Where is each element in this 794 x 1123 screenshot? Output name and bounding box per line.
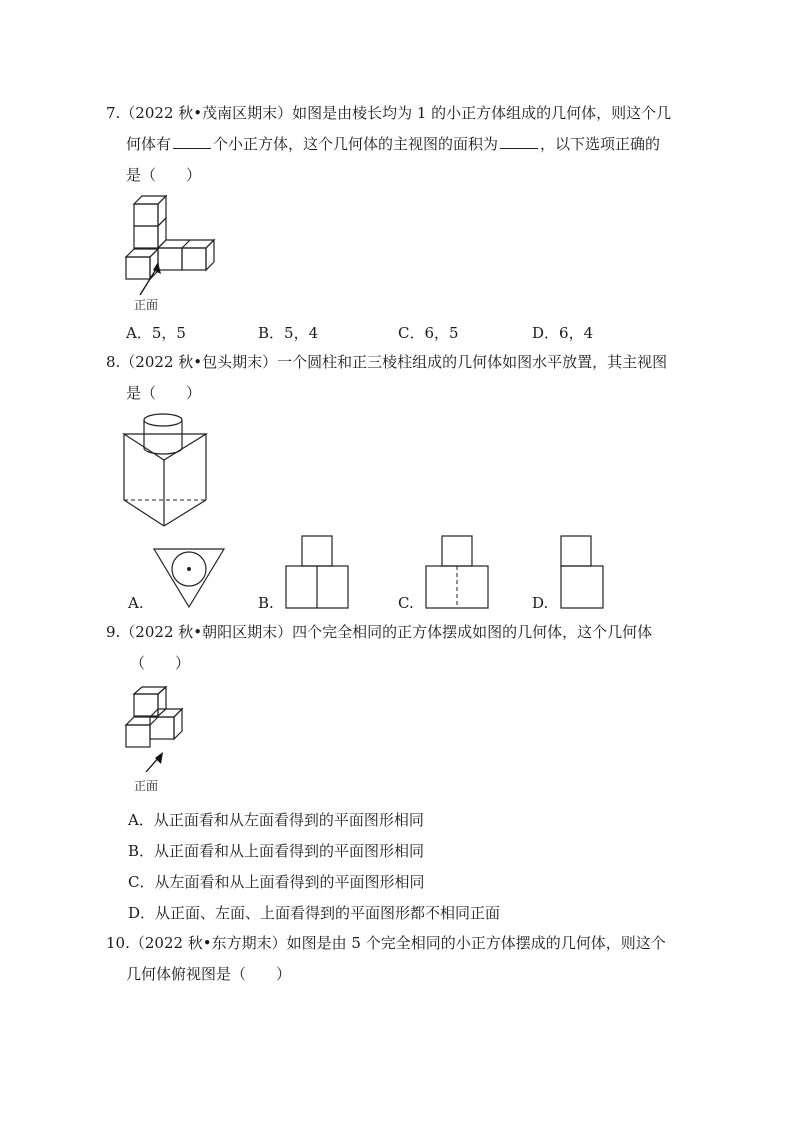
- q9-front-label: 正面: [134, 779, 159, 793]
- q7-answer-blank-2[interactable]: [500, 134, 538, 149]
- q8-stem-line1: 8.（2022 秋•包头期末）一个圆柱和正三棱柱组成的几何体如图水平放置，其主视图: [106, 353, 668, 371]
- q7-front-label: 正面: [134, 298, 159, 312]
- q8-cylinder-prism-figure: [118, 408, 208, 532]
- q9-stem-line1: 9.（2022 秋•朝阳区期末）四个完全相同的正方体摆成如图的几何体，这个几何体: [106, 623, 653, 641]
- q9-option-d[interactable]: D．从正面、左面、上面看得到的平面图形都不相同正面: [128, 904, 501, 922]
- q7-answer-blank-1[interactable]: [173, 134, 211, 149]
- q7-option-a[interactable]: A．5，5: [126, 324, 186, 342]
- q7-option-c[interactable]: C．6，5: [398, 324, 459, 342]
- q9-option-b[interactable]: B．从正面看和从上面看得到的平面图形相同: [128, 842, 425, 860]
- q9-option-c[interactable]: C．从左面看和从上面看得到的平面图形相同: [128, 873, 425, 891]
- q9-stem-line2: （ ）: [130, 654, 191, 672]
- q8-option-c-figure[interactable]: [424, 534, 490, 610]
- q7-cube-figure: [118, 190, 228, 315]
- q7-stem-line2: [126, 134, 660, 154]
- q7-option-b[interactable]: B．5，4: [258, 324, 319, 342]
- q7-stem-line2-c: ，以下选项正确的: [540, 135, 661, 153]
- q8-option-a-label[interactable]: A.: [128, 594, 144, 612]
- q8-option-d-figure[interactable]: [558, 534, 606, 610]
- q8-option-a-figure[interactable]: [152, 545, 226, 609]
- q8-option-b-label[interactable]: B.: [258, 594, 274, 612]
- q8-option-d-label[interactable]: D.: [532, 594, 549, 612]
- q9-option-a[interactable]: A．从正面看和从左面看得到的平面图形相同: [128, 811, 424, 829]
- q7-stem-line3: 是（ ）: [126, 166, 202, 184]
- q7-stem-line2-a: 何体有: [126, 135, 172, 153]
- q8-stem-line2: 是（ ）: [126, 384, 202, 402]
- q10-stem-line2: 几何体俯视图是（ ）: [126, 965, 292, 983]
- q10-stem-line1: 10.（2022 秋•东方期末）如图是由 5 个完全相同的小正方体摆成的几何体，则这个: [106, 934, 666, 952]
- q7-stem-line2-b: 个小正方体，这个几何体的主视图的面积为: [213, 135, 499, 153]
- q8-option-c-label[interactable]: C.: [398, 594, 414, 612]
- q8-option-b-figure[interactable]: [284, 534, 350, 610]
- q9-cube-figure: [118, 684, 198, 796]
- q7-option-d[interactable]: D．6，4: [532, 324, 594, 342]
- q7-stem-line1: 7.（2022 秋•茂南区期末）如图是由棱长均为 1 的小正方体组成的几何体，则这个几: [106, 104, 672, 122]
